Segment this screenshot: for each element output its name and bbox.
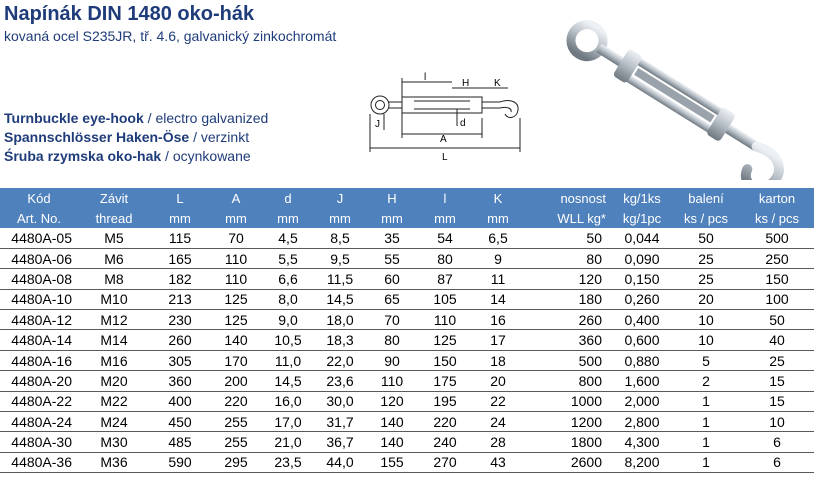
table-cell-thread: M12 (78, 310, 150, 330)
table-cell-K: 14 (472, 289, 524, 309)
title-english (4, 110, 268, 126)
table-row (0, 310, 814, 330)
table-cell-l: 270 (418, 452, 472, 472)
table-cell-pack: 10 (672, 310, 740, 330)
table-cell-pack: 25 (672, 269, 740, 289)
table-cell-code: 4480A-14 (0, 330, 78, 350)
table-cell-carton: 15 (740, 371, 814, 391)
title-english-rest: / electro galvanized (143, 110, 269, 126)
drawing-label-d: d (460, 118, 466, 129)
table-cell-A: 140 (210, 330, 262, 350)
table-cell-code: 4480A-08 (0, 269, 78, 289)
header-cell-H: mm (381, 210, 403, 226)
header-cell-wll: nosnost (560, 190, 606, 206)
table-cell-wll: 1200 (524, 412, 612, 432)
table-cell-thread: M16 (78, 350, 150, 370)
table-cell-thread: M30 (78, 432, 150, 452)
table-cell-K: 11 (472, 269, 524, 289)
table-cell-A: 110 (210, 248, 262, 268)
table-cell-L: 485 (150, 432, 210, 452)
title-polish-bold: Śruba rzymska oko-hak (4, 148, 162, 164)
table-cell-pack: 50 (672, 228, 740, 248)
table-cell-weight: 4,300 (612, 432, 672, 452)
header-cell-pack: balení (688, 190, 724, 206)
table-row (0, 452, 814, 472)
table-cell-wll: 50 (524, 228, 612, 248)
table-cell-J: 11,5 (314, 269, 366, 289)
table-cell-K: 43 (472, 452, 524, 472)
table-cell-wll: 360 (524, 330, 612, 350)
table-cell-carton: 6 (740, 452, 814, 472)
table-cell-weight: 0,090 (612, 248, 672, 268)
table-cell-carton: 100 (740, 289, 814, 309)
table-row (0, 371, 814, 391)
table-cell-carton: 25 (740, 350, 814, 370)
table-cell-H: 35 (366, 228, 418, 248)
header-cell-carton: ks / pcs (754, 210, 800, 226)
header-cell-carton: karton (758, 190, 796, 206)
drawing-label-h: H (462, 78, 470, 89)
table-cell-carton: 50 (740, 310, 814, 330)
table-cell-A: 220 (210, 391, 262, 411)
table-cell-code: 4480A-12 (0, 310, 78, 330)
table-cell-wll: 80 (524, 248, 612, 268)
table-cell-d: 8,0 (262, 289, 314, 309)
table-cell-wll: 2600 (524, 452, 612, 472)
table-cell-weight: 1,600 (612, 371, 672, 391)
header-cell-K: K (493, 190, 503, 206)
table-cell-thread: M6 (78, 248, 150, 268)
table-cell-d: 16,0 (262, 391, 314, 411)
title-polish (4, 148, 251, 164)
header-row (0, 208, 814, 228)
table-cell-code: 4480A-36 (0, 452, 78, 472)
table-cell-H: 55 (366, 248, 418, 268)
table-cell-weight: 0,044 (612, 228, 672, 248)
table-row (0, 412, 814, 432)
table-cell-pack: 2 (672, 371, 740, 391)
title-german-rest: / verzinkt (189, 129, 250, 145)
table-cell-H: 140 (366, 412, 418, 432)
table-cell-H: 140 (366, 432, 418, 452)
table-cell-carton: 250 (740, 248, 814, 268)
table-cell-wll: 1800 (524, 432, 612, 452)
table-cell-L: 115 (150, 228, 210, 248)
table-cell-pack: 20 (672, 289, 740, 309)
table-cell-l: 54 (418, 228, 472, 248)
table-cell-pack: 1 (672, 391, 740, 411)
table-cell-thread: M10 (78, 289, 150, 309)
table-cell-J: 8,5 (314, 228, 366, 248)
table-cell-carton: 15 (740, 391, 814, 411)
table-cell-wll: 500 (524, 350, 612, 370)
drawing-label-a: A (440, 134, 447, 145)
table-row (0, 391, 814, 411)
table-cell-wll: 120 (524, 269, 612, 289)
table-cell-l: 110 (418, 310, 472, 330)
table-row (0, 248, 814, 268)
table-row (0, 330, 814, 350)
table-cell-K: 6,5 (472, 228, 524, 248)
table-cell-J: 9,5 (314, 248, 366, 268)
title-polish-rest: / ocynkowane (161, 148, 251, 164)
header-cell-l: mm (434, 210, 456, 226)
table-cell-H: 90 (366, 350, 418, 370)
table-cell-l: 175 (418, 371, 472, 391)
table-cell-carton: 40 (740, 330, 814, 350)
table-cell-A: 110 (210, 269, 262, 289)
table-cell-carton: 10 (740, 412, 814, 432)
table-cell-l: 105 (418, 289, 472, 309)
table-cell-d: 23,5 (262, 452, 314, 472)
header-cell-J: J (336, 190, 344, 206)
product-photo (548, 20, 814, 180)
table-cell-code: 4480A-10 (0, 289, 78, 309)
table-row (0, 228, 814, 248)
header-cell-H: H (387, 190, 397, 206)
title-german-bold: Spannschlösser Haken-Öse (4, 129, 190, 145)
table-cell-d: 21,0 (262, 432, 314, 452)
table-cell-K: 16 (472, 310, 524, 330)
table-cell-J: 30,0 (314, 391, 366, 411)
table-cell-J: 22,0 (314, 350, 366, 370)
table-cell-l: 150 (418, 350, 472, 370)
table-cell-K: 24 (472, 412, 524, 432)
header-cell-A: mm (225, 210, 247, 226)
table-cell-weight: 2,000 (612, 391, 672, 411)
table-cell-code: 4480A-20 (0, 371, 78, 391)
title-german (4, 129, 249, 145)
table-cell-d: 14,5 (262, 371, 314, 391)
table-cell-thread: M5 (78, 228, 150, 248)
table-cell-l: 220 (418, 412, 472, 432)
table-cell-weight: 0,400 (612, 310, 672, 330)
table-cell-L: 400 (150, 391, 210, 411)
table-cell-H: 70 (366, 310, 418, 330)
table-cell-A: 70 (210, 228, 262, 248)
header-cell-K: mm (487, 210, 509, 226)
table-cell-J: 36,7 (314, 432, 366, 452)
table-cell-weight: 0,150 (612, 269, 672, 289)
header-cell-weight: kg/1pc (622, 210, 662, 226)
table-cell-carton: 150 (740, 269, 814, 289)
header-cell-l: l (443, 190, 447, 206)
table-cell-pack: 5 (672, 350, 740, 370)
table-cell-weight: 0,260 (612, 289, 672, 309)
table-cell-K: 17 (472, 330, 524, 350)
header-cell-d: mm (277, 210, 299, 226)
table-cell-pack: 1 (672, 412, 740, 432)
table-cell-A: 125 (210, 310, 262, 330)
table-cell-l: 87 (418, 269, 472, 289)
header-cell-thread: thread (95, 210, 133, 226)
table-cell-l: 125 (418, 330, 472, 350)
table-row (0, 289, 814, 309)
table-cell-L: 165 (150, 248, 210, 268)
table-cell-H: 60 (366, 269, 418, 289)
table-cell-H: 110 (366, 371, 418, 391)
table-cell-thread: M36 (78, 452, 150, 472)
drawing-label-L: L (442, 152, 448, 163)
table-cell-L: 230 (150, 310, 210, 330)
table-cell-K: 9 (472, 248, 524, 268)
table-cell-J: 44,0 (314, 452, 366, 472)
table-cell-d: 11,0 (262, 350, 314, 370)
table-cell-thread: M20 (78, 371, 150, 391)
table-row (0, 269, 814, 289)
table-cell-pack: 25 (672, 248, 740, 268)
table-cell-weight: 0,600 (612, 330, 672, 350)
table-cell-A: 255 (210, 432, 262, 452)
header-cell-A: A (231, 190, 241, 206)
table-cell-carton: 6 (740, 432, 814, 452)
table-cell-A: 295 (210, 452, 262, 472)
table-cell-carton: 500 (740, 228, 814, 248)
table-cell-A: 200 (210, 371, 262, 391)
table-cell-d: 17,0 (262, 412, 314, 432)
table-cell-L: 305 (150, 350, 210, 370)
table-cell-code: 4480A-24 (0, 412, 78, 432)
table-cell-wll: 1000 (524, 391, 612, 411)
table-cell-d: 10,5 (262, 330, 314, 350)
table-cell-code: 4480A-30 (0, 432, 78, 452)
technical-drawing (362, 68, 522, 168)
header-cell-weight: kg/1ks (623, 190, 661, 206)
table-cell-d: 9,0 (262, 310, 314, 330)
header-cell-d: d (284, 190, 292, 206)
table-cell-L: 260 (150, 330, 210, 350)
table-cell-L: 213 (150, 289, 210, 309)
table-row (0, 350, 814, 370)
header-cell-L: L (176, 190, 184, 206)
table-cell-wll: 260 (524, 310, 612, 330)
table-cell-K: 22 (472, 391, 524, 411)
table-cell-weight: 0,880 (612, 350, 672, 370)
table-cell-code: 4480A-22 (0, 391, 78, 411)
specs-table-body (0, 228, 814, 473)
table-cell-L: 182 (150, 269, 210, 289)
table-cell-A: 170 (210, 350, 262, 370)
table-cell-l: 240 (418, 432, 472, 452)
header-cell-J: mm (329, 210, 351, 226)
table-cell-code: 4480A-16 (0, 350, 78, 370)
table-cell-J: 31,7 (314, 412, 366, 432)
specs-table (0, 188, 814, 473)
table-cell-J: 18,0 (314, 310, 366, 330)
title-english-bold: Turnbuckle eye-hook (4, 110, 144, 126)
table-cell-d: 6,6 (262, 269, 314, 289)
table-cell-thread: M24 (78, 412, 150, 432)
table-cell-weight: 8,200 (612, 452, 672, 472)
table-cell-L: 590 (150, 452, 210, 472)
page-title: Napínák DIN 1480 oko-hák (4, 3, 255, 25)
table-cell-wll: 180 (524, 289, 612, 309)
table-cell-J: 23,6 (314, 371, 366, 391)
page-subtitle: kovaná ocel S235JR, tř. 4.6, galvanický zinkochromát (4, 28, 337, 44)
table-row (0, 432, 814, 452)
drawing-label-l: l (424, 72, 427, 83)
header-cell-code: Art. No. (16, 210, 62, 226)
table-cell-H: 120 (366, 391, 418, 411)
table-cell-thread: M8 (78, 269, 150, 289)
table-cell-pack: 1 (672, 432, 740, 452)
table-cell-L: 360 (150, 371, 210, 391)
table-cell-l: 195 (418, 391, 472, 411)
table-cell-K: 28 (472, 432, 524, 452)
table-cell-thread: M22 (78, 391, 150, 411)
table-cell-d: 4,5 (262, 228, 314, 248)
table-cell-weight: 2,800 (612, 412, 672, 432)
table-cell-pack: 1 (672, 452, 740, 472)
table-cell-J: 18,3 (314, 330, 366, 350)
table-cell-H: 155 (366, 452, 418, 472)
table-cell-H: 80 (366, 330, 418, 350)
header-cell-wll: WLL kg* (557, 210, 606, 226)
table-cell-A: 125 (210, 289, 262, 309)
table-cell-A: 255 (210, 412, 262, 432)
table-cell-J: 14,5 (314, 289, 366, 309)
table-cell-l: 80 (418, 248, 472, 268)
table-cell-K: 18 (472, 350, 524, 370)
table-cell-L: 450 (150, 412, 210, 432)
table-cell-code: 4480A-05 (0, 228, 78, 248)
header-cell-L: mm (169, 210, 191, 226)
header-cell-thread: Závit (99, 190, 129, 206)
header-row (0, 188, 814, 208)
table-cell-K: 20 (472, 371, 524, 391)
table-cell-pack: 10 (672, 330, 740, 350)
header-cell-code: Kód (27, 190, 51, 206)
table-cell-code: 4480A-06 (0, 248, 78, 268)
drawing-label-j: J (375, 119, 380, 130)
header-cell-pack: ks / pcs (683, 210, 729, 226)
table-cell-wll: 800 (524, 371, 612, 391)
table-cell-thread: M14 (78, 330, 150, 350)
table-cell-d: 5,5 (262, 248, 314, 268)
specs-table-header (0, 188, 814, 228)
table-cell-H: 65 (366, 289, 418, 309)
drawing-label-k: K (494, 78, 501, 89)
